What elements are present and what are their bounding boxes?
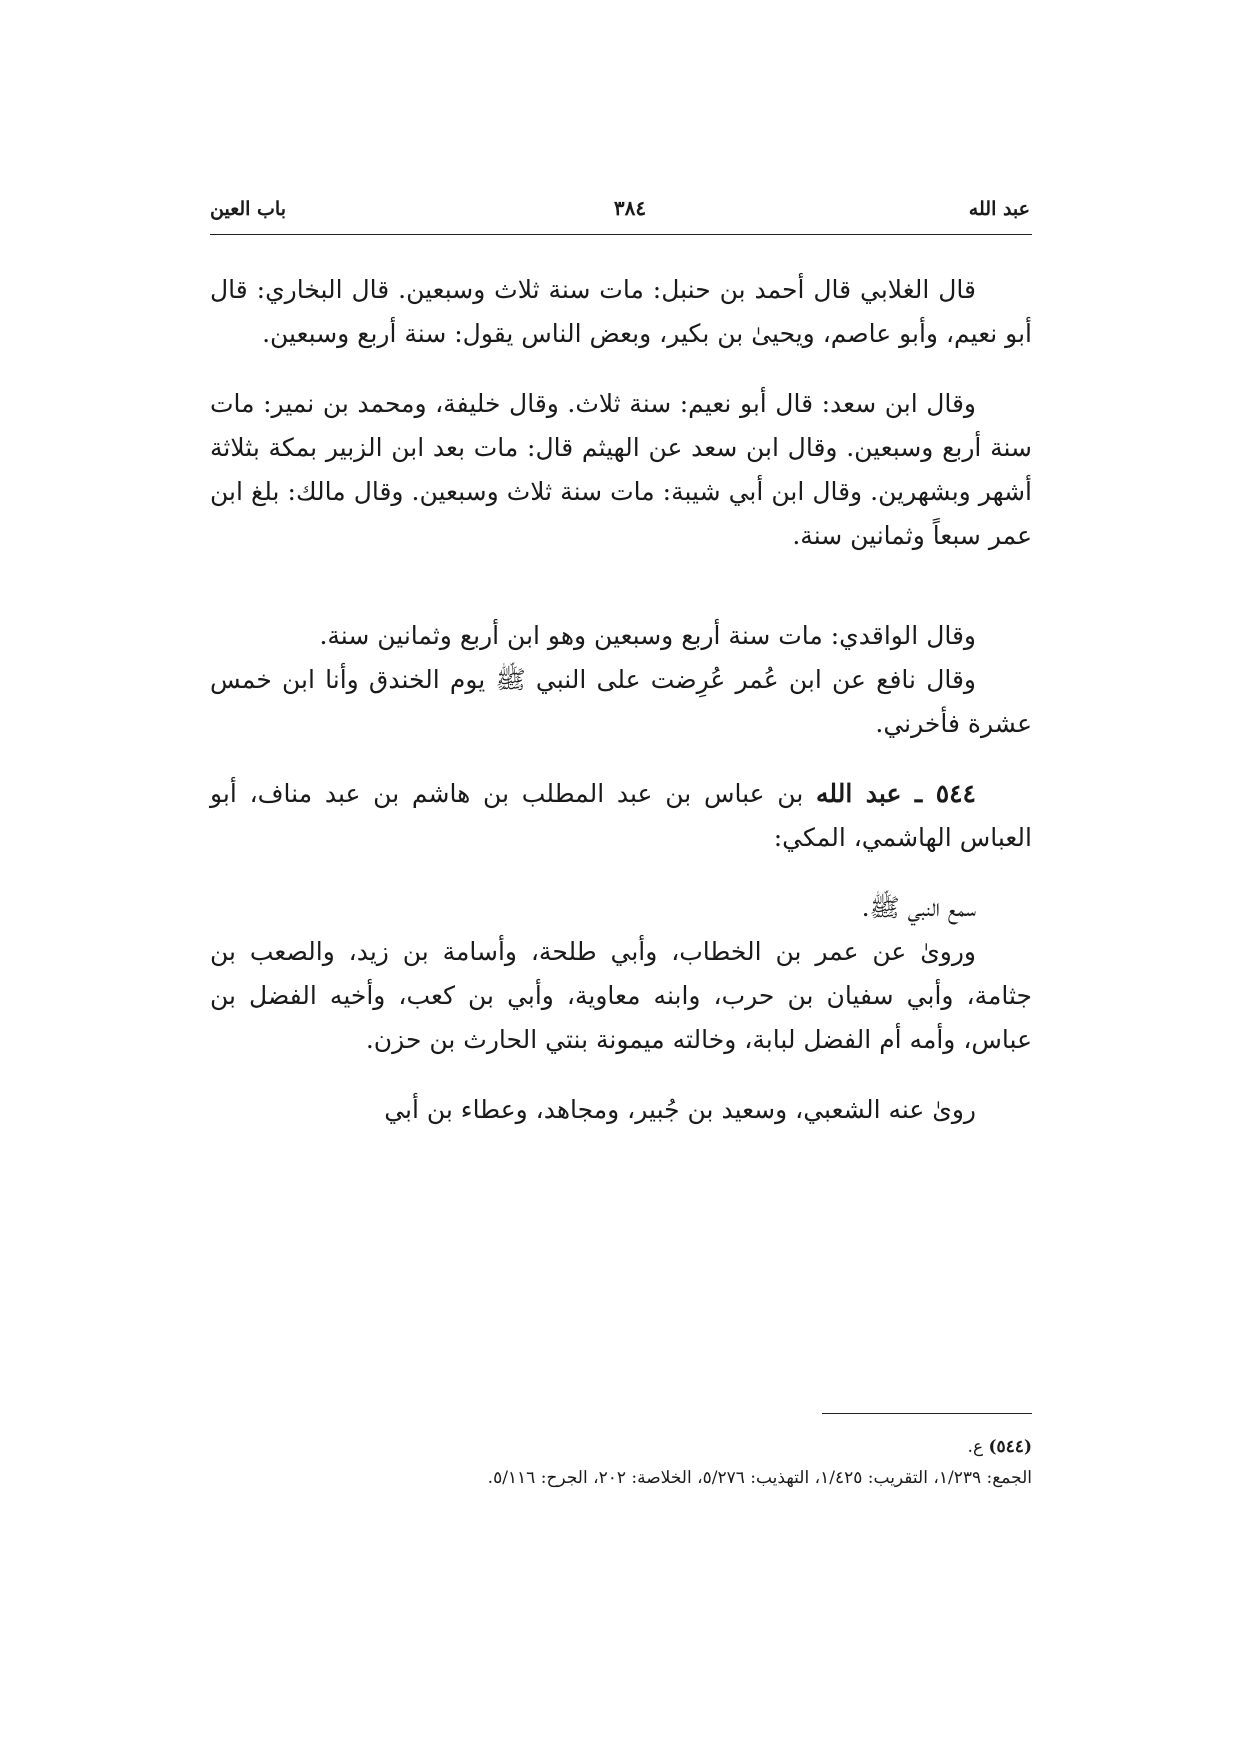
footnote-id: (٥٤٤): [988, 1437, 1032, 1457]
footnotes: [210, 1432, 1032, 1494]
paragraph-narrated-from: وروىٰ عن عمر بن الخطاب، وأبي طلحة، وأسامة بن زيد، والصعب بن جثامة، وأبي سفيان بن حرب، وابنه معاوية، وأبي بن كعب، وأخيه الفضل بن عباس، وأمه أم الفضل لبابة، وخالته ميمونة بنتي الحارث بن حزن.: [210, 937, 1032, 1054]
main-text: [210, 268, 1032, 1132]
paragraph-ibn-saad: وقال ابن سعد: قال أبو نعيم: سنة ثلاث. وقال خليفة، ومحمد بن نمير: مات سنة أربع وسبعين. وقال ابن سعد عن الهيثم قال: مات بعد ابن الزبير بمكة بثلاثة أشهر وبشهرين. وقال ابن أبي شيبة: مات سنة ثلاث وسبعين. وقال مالك: بلغ ابن عمر سبعاً وثمانين سنة.: [210, 389, 1032, 550]
entry-lineage: بن عباس بن عبد المطلب بن هاشم بن عبد مناف، أبو العباس الهاشمي، المكي:: [210, 779, 1032, 852]
footnote-code: ع.: [967, 1437, 989, 1457]
header-rule: [210, 234, 1032, 235]
entry-heading-paragraph: [210, 772, 1032, 860]
page-number: ٣٨٤: [613, 196, 647, 220]
footnote-references: الجمع: ١/٢٣٩، التقريب: ١/٤٢٥، التهذيب: ٥/٢٧٦، الخلاصة: ٢٠٢، الجرح: ٥/١١٦.: [487, 1468, 1032, 1488]
paragraph-death-year: قال الغلابي قال أحمد بن حنبل: مات سنة ثلاث وسبعين. قال البخاري: قال أبو نعيم، وأبو عاصم، ويحيىٰ بن بكير، وبعض الناس يقول: سنة أربع وسبعين.: [210, 275, 1032, 348]
entry-number: ٥٤٤ ـ عبد الله: [816, 779, 976, 808]
running-header: [210, 196, 1030, 236]
paragraph-nafi: وقال نافع عن ابن عُمر عُرِضت على النبي ﷺ يوم الخندق وأنا ابن خمس عشرة فأخرني.: [210, 665, 1032, 738]
header-name: عبد الله: [968, 198, 1030, 220]
paragraph-waqidi: وقال الواقدي: مات سنة أربع وسبعين وهو ابن أربع وثمانين سنة.: [319, 621, 976, 650]
paragraph-heard: سمع النبي ﷺ.: [861, 893, 976, 922]
paragraph-narrated-by: روىٰ عنه الشعبي، وسعيد بن جُبير، ومجاهد، وعطاء بن أبي: [384, 1095, 976, 1124]
header-chapter: باب العين: [210, 198, 287, 220]
footnote-id-line: [210, 1432, 1032, 1463]
footnote-rule: [822, 1413, 1032, 1414]
